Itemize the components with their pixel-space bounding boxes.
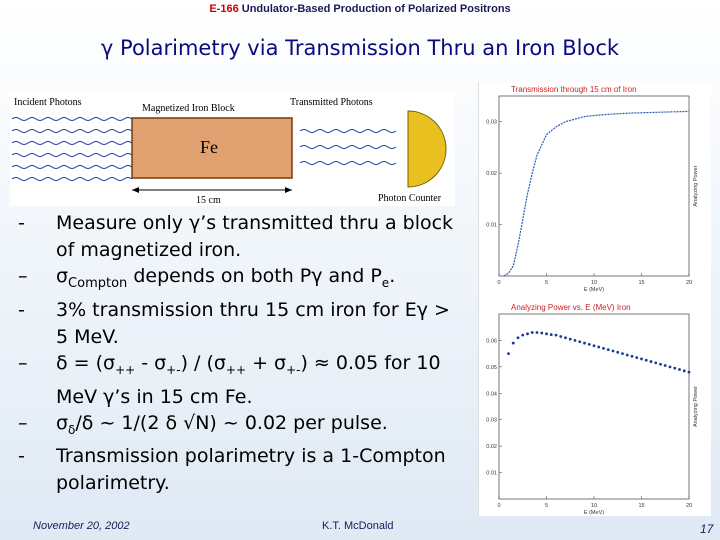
data-point: [593, 344, 596, 347]
bullet-text: ) / (σ: [180, 352, 226, 375]
y-tick-label: 0.03: [486, 417, 497, 424]
bullet-text: ) ≈ 0.05 for 10 MeV γ’s in 15 cm Fe.: [56, 352, 441, 408]
bullet-list: [18, 210, 468, 496]
data-point: [659, 363, 662, 366]
y-tick-label: 0.02: [486, 444, 497, 451]
bullet-1: [18, 210, 468, 263]
x-tick-label: 0: [497, 280, 501, 286]
photon-counter-shape: [408, 111, 446, 187]
bullet-3: [18, 297, 468, 350]
x-axis-label: E (MeV): [583, 510, 605, 516]
transmitted-waves: [300, 130, 396, 165]
bullet-2: [18, 263, 468, 297]
bullet-text: /δ ~ 1/(2 δ √N) ~ 0.02 per pulse.: [75, 412, 388, 435]
y-tick-label: 0.01: [486, 470, 497, 477]
bullet-text: .: [389, 265, 396, 287]
x-tick-label: 5: [544, 503, 549, 509]
bullet-dash: -: [18, 212, 25, 234]
data-point: [574, 339, 577, 342]
bullet-text: depends on both Pγ and P: [127, 265, 382, 287]
data-point: [678, 368, 681, 371]
bullet-text: Measure only γ’s transmitted thru a block of magnetized iron.: [56, 212, 454, 261]
data-point: [531, 331, 534, 334]
header-text: Undulator-Based Production of Polarized Positrons: [238, 3, 511, 15]
x-tick-label: 0: [497, 503, 501, 509]
incident-label: Incident Photons: [14, 97, 82, 108]
data-point: [536, 331, 539, 334]
bullet-dash: –: [18, 265, 28, 287]
plot-frame: [499, 96, 689, 276]
footer-author: K.T. McDonald: [322, 520, 394, 532]
footer-date: November 20, 2002: [33, 520, 130, 532]
bullet-dash: –: [18, 412, 28, 435]
data-point: [688, 371, 691, 374]
data-point: [621, 352, 624, 355]
bullet-text: 3% transmission thru 15 cm iron for Eγ > 5 MeV.: [56, 299, 450, 348]
bullet-dash: –: [18, 352, 28, 375]
data-point: [583, 342, 586, 345]
x-tick-label: 5: [544, 280, 549, 286]
data-point: [526, 332, 529, 335]
bullet-text: σ: [56, 412, 69, 435]
data-point: [507, 352, 510, 355]
data-point: [540, 332, 543, 335]
data-point: [626, 354, 629, 357]
x-tick-label: 15: [638, 503, 645, 509]
data-point: [616, 351, 619, 354]
y-tick-label: 0.04: [486, 391, 497, 398]
sigma: σ: [56, 265, 69, 287]
data-point: [673, 367, 676, 370]
y-tick-label: 0.02: [486, 171, 497, 178]
bullet-text: Transmission polarimetry is a 1-Compton polarimetry.: [56, 445, 446, 494]
x-tick-label: 15: [638, 280, 645, 286]
bullet-text: - σ: [135, 352, 167, 375]
x-tick-label: 10: [590, 503, 598, 509]
page-number: 17: [700, 522, 714, 536]
x-tick-label: 20: [685, 503, 693, 509]
data-point: [517, 336, 520, 339]
bullet-6: [18, 443, 468, 496]
x-tick-label: 10: [590, 280, 598, 286]
bullet-dash: -: [18, 445, 25, 468]
bullet-text: δ = (σ: [56, 352, 116, 375]
data-point: [602, 347, 605, 350]
plot-frame: [499, 314, 689, 499]
slide-header: [0, 3, 720, 15]
bullet-4: [18, 350, 468, 410]
sub: δ: [68, 422, 76, 437]
y-tick-label: 0.05: [486, 364, 497, 371]
data-point: [597, 346, 600, 349]
y-axis-label: Analyzing Power: [693, 386, 699, 427]
data-point: [635, 356, 638, 359]
sub: +-: [166, 363, 181, 378]
sub: +-: [286, 363, 301, 378]
data-point: [521, 334, 524, 337]
bullet-text: + σ: [246, 352, 287, 375]
length-label: 15 cm: [196, 195, 221, 206]
x-tick-label: 20: [685, 280, 693, 286]
bullet-dash: -: [18, 299, 25, 322]
y-tick-label: 0.03: [486, 119, 497, 126]
data-point: [569, 338, 572, 341]
data-point: [683, 369, 686, 372]
header-prefix: E-166: [209, 3, 239, 15]
x-axis-label: E (MeV): [583, 287, 605, 293]
y-tick-label: 0.01: [486, 222, 497, 229]
y-axis-label: Analyzing Power: [693, 165, 699, 207]
chart-title: Transmission through 15 cm of Iron: [511, 85, 637, 94]
diagram-svg: [10, 93, 455, 206]
data-point: [578, 340, 581, 343]
data-point: [588, 343, 591, 346]
incident-waves: [12, 118, 132, 181]
data-point: [545, 332, 548, 335]
sub: ++: [225, 363, 247, 378]
data-point: [645, 359, 648, 362]
compton-sub: Compton: [68, 275, 128, 291]
charts-svg: [479, 82, 711, 516]
y-tick-label: 0.06: [486, 338, 497, 345]
bullet-5: [18, 410, 468, 443]
data-point: [555, 334, 558, 337]
block-label: Magnetized Iron Block: [142, 103, 235, 114]
data-point: [654, 361, 657, 364]
slide-title: γ Polarimetry via Transmission Thru an Iron Block: [100, 36, 620, 60]
counter-label: Photon Counter: [378, 193, 442, 204]
pe-sub: e: [381, 275, 390, 290]
data-point: [607, 348, 610, 351]
data-point: [664, 364, 667, 367]
data-point: [669, 365, 672, 368]
data-series-line: [504, 111, 689, 276]
transmitted-label: Transmitted Photons: [290, 97, 373, 108]
iron-block-diagram: [10, 93, 455, 206]
sub: ++: [115, 363, 136, 378]
data-point: [612, 350, 615, 353]
data-point: [564, 336, 567, 339]
data-point: [650, 360, 653, 363]
data-point: [512, 342, 515, 345]
data-point: [559, 335, 562, 338]
fe-label: Fe: [200, 137, 218, 157]
chart-title: Analyzing Power vs. E (MeV) Iron: [511, 303, 631, 312]
data-point: [550, 333, 553, 336]
chart-panel: [478, 82, 711, 516]
data-point: [631, 355, 634, 358]
data-point: [640, 358, 643, 361]
